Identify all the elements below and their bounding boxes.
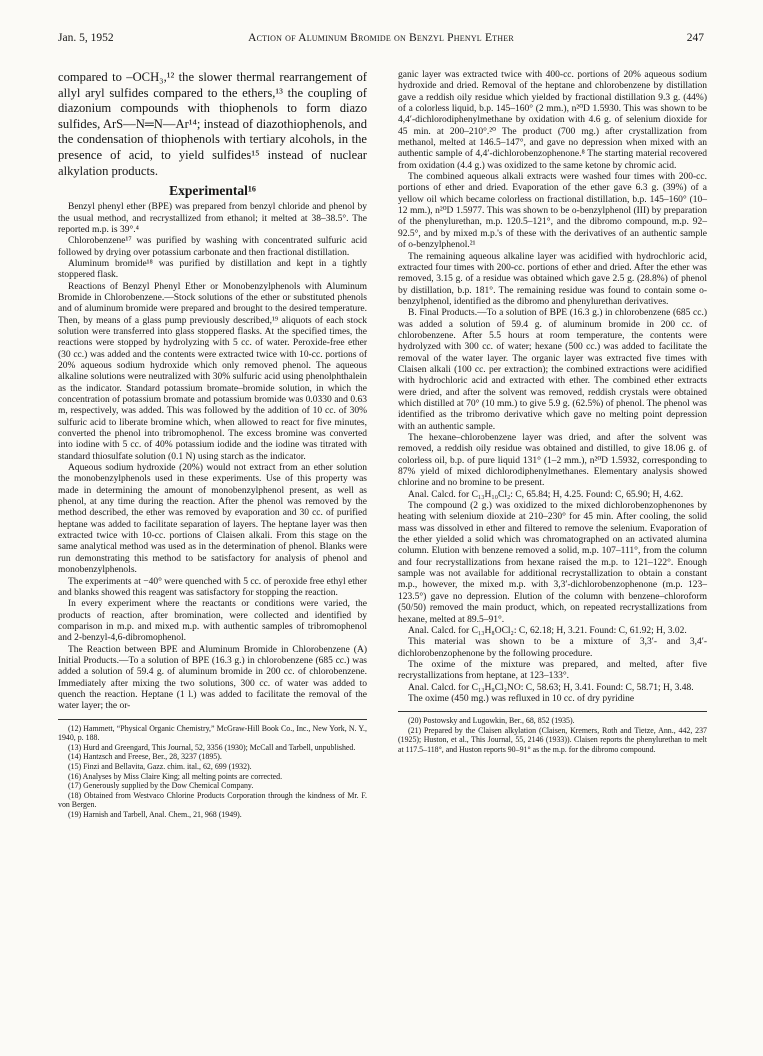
paragraph: Benzyl phenyl ether (BPE) was prepared from benzyl chloride and phenol by the usual method, and recrystallized from ethanol; it melted at 38–38.5°. The reported m.p. is 39°.⁴: [58, 202, 367, 235]
footnote: (19) Harnish and Tarbell, Anal. Chem., 21, 968 (1949).: [68, 809, 242, 819]
footnote: (12) Hammett, “Physical Organic Chemistry,” McGraw-Hill Book Co., Inc., New York, N. Y., 1940, p. 188.: [58, 723, 367, 743]
page-number: 247: [686, 32, 704, 44]
footnote: (15) Finzi and Bellavita, Gazz. chim. ital., 62, 699 (1932).: [68, 762, 252, 771]
running-head: [58, 30, 704, 46]
paragraph: The hexane–chlorobenzene layer was dried, and after the solvent was removed, a reddish oily residue was obtained and distilled, to give 18.06 g. of colorless oil, b.p. of pure liquid 131° (1–2 mm.), n²⁰D 1.5932, corresponding to 87% yield of mixed dichlorodiphenylmethanes. Elementary analysis showed chlorine and no bromine to be present.: [398, 433, 707, 489]
footnote: (16) Analyses by Miss Claire King; all melting points are corrected.: [68, 771, 283, 781]
paragraph: In every experiment where the reactants or conditions were varied, the products of reaction, after bromination, were collected and identified by comparison in m.p. and mixed m.p. with authentic samples of tribromophenol and 2-benzyl-4,6-dibromophenol.: [58, 599, 367, 644]
paragraph: This material was shown to be a mixture of 3,3′- and 3,4′-dichlorobenzophenone by the following procedure.: [398, 637, 707, 659]
paragraph: Aluminum bromide¹⁸ was purified by distillation and kept in a tightly stoppered flask.: [58, 258, 367, 281]
footnote-rule: [58, 719, 367, 720]
footnote: (18) Obtained from Westvaco Chlorine Products Corporation through the kindness of Mr. F. von Bergen.: [58, 790, 367, 810]
right-column: [398, 70, 707, 755]
paragraph: The experiments at −40° were quenched with 5 cc. of peroxide free ethyl ether and blanks showed this reagent was satisfactory for stopping the reaction.: [58, 576, 367, 598]
paragraph: Chlorobenzene¹⁷ was purified by washing with concentrated sulfuric acid followed by drying over potassium carbonate and then fractional distillation.: [58, 236, 367, 258]
footnote-rule: [398, 711, 707, 712]
paragraph: The compound (2 g.) was oxidized to the mixed dichlorobenzophenones by heating with selenium dioxide at 210–230° for 45 min. After cooling, the solid mass was dissolved in ether and filtered to remove the selenium. Evaporation of the ether yielded a solid which was chromatographed on an activated alumina column. Elution with benzene removed a solid, m.p. 107–111°, from the column and four recrystallizations from hexane raised the m.p. to 121–122°. Enough sample was not available for additional recrystallization to obtain a constant m.p., however, the mixed m.p. with 3,3′-dichlorobenzophenone (m.p. 123–123.5°) gave no depression. Elution of the column with benzene–chloroform (50/50) removed the main product, which, on repeated recrystallizations from hexane, melted at 89.5–91°.: [398, 501, 707, 625]
paragraph: The oxime (450 mg.) was refluxed in 10 cc. of dry pyridine: [408, 693, 635, 704]
running-title: Action of Aluminum Bromide on Benzyl Phenyl Ether: [248, 32, 514, 44]
analysis-line: Anal. Calcd. for C₁₃H₁₀Cl₂: C, 65.84; H, 4.25. Found: C, 65.90; H, 4.62.: [408, 489, 684, 500]
paragraph: Aqueous sodium hydroxide (20%) would not extract from an ether solution the monobenzylphenols used in these experiments. Use of this property was made in determining the amount of monobenzylphenol present, as well as phenol, at any time during the reaction. After the phenol was removed by the method described, the ether was removed by evaporation and 30 cc. of purified heptane was added to facilitate separation of layers. The heptane layer was then extracted twice with 10-cc. portions of Claisen alkali. From this stage on the same analytical method was used as in the determination of phenol. Blanks were run demonstrating this method to be satisfactory for analysis of phenol and monobenzylphenols.: [58, 463, 367, 576]
intro-paragraph: compared to –OCH₃,¹² the slower thermal rearrangement of allyl aryl sulfides compared to the ethers,¹³ the coupling of diazonium compounds with thiophenols to form diazo sulfides, ArS—N═N—Ar¹⁴; instead of diazothiophenols, and the condensation of thiophenols with tertiary alcohols, in the presence of acid, to yield sulfides¹⁵ instead of nuclear alkylation products.: [58, 70, 367, 178]
paragraph: The combined aqueous alkali extracts were washed four times with 200-cc. portions of ether and dried. Evaporation of the ether gave 6.3 g. (39%) of a yellow oil which became colorless on fractional distillation, b.p. 145–160° (10–12 mm.), n²⁰D 1.5977. This was shown to be o-benzylphenol (III) by preparation of the phenylurethan, m.p. 120.5–121°, and the dibromo compound, m.p. 92–92.5°, and by mixed m.p.'s of these with the derivatives of an authentic sample of o-benzylphenol.²¹: [398, 172, 707, 251]
issue-date: Jan. 5, 1952: [58, 32, 114, 44]
footnote: (21) Prepared by the Claisen alkylation (Claisen, Kremers, Roth and Tietze, Ann., 442, 237 (1925); Huston, et al., This Journal, 55, 2146 (1933)). Claisen reports the phenylurethan to melt at 117.5–118°, and Huston reports 90–91° as the m.p. for the dibromo compound.: [398, 725, 707, 755]
paragraph: The oxime of the mixture was prepared, and melted, after five recrystallizations from heptane, at 123–133°.: [398, 659, 707, 682]
section-heading-experimental: Experimental¹⁶: [169, 183, 256, 199]
footnote: (20) Postowsky and Lugowkin, Ber., 68, 852 (1935).: [408, 716, 575, 726]
analysis-line: Anal. Calcd. for C₁₃H₉Cl₂NO: C, 58.63; H, 3.41. Found: C, 58.71; H, 3.48.: [408, 682, 694, 693]
paragraph: The Reaction between BPE and Aluminum Bromide in Chlorobenzene (A) Initial Products.—To a solution of BPE (16.3 g.) in chlorobenzene (685 cc.) was added a solution of 59.4 g. of aluminum bromide in 200 cc. of chlorobenzene. Immediately after mixing the two solutions, 300 cc. of water was added to quench the reaction. Heptane (1 l.) was added to facilitate the removal of the water layer; the or-: [58, 644, 367, 712]
footnote: (17) Generously supplied by the Dow Chemical Company.: [68, 781, 254, 791]
left-column: [58, 70, 367, 820]
paragraph: Reactions of Benzyl Phenyl Ether or Monobenzylphenols with Aluminum Bromide in Chlorobenzene.—Stock solutions of the ether or substituted phenols and of aluminum bromide were prepared and brought to the desired temperature. Then, by means of a glass pump previously described,¹⁹ aliquots of each stock solution were transferred into glass stoppered flasks. At the specified times, the reactions were stopped by hydrolyzing with 5 cc. of water. Peroxide-free ether (30 cc.) was added and the contents were extracted twice with 10-cc. portions of 20% aqueous sodium hydroxide which only removed phenol. The aqueous alkaline solutions were neutralized with 30% sulfuric acid using phenolphthalein as the indicator. Standard potassium bromate–bromide solution, in which the concentration of potassium bromate and potassium bromide was 0.0330 and 0.63 m, respectively, was added. This was followed by the addition of 10 cc. of 30% sulfuric acid to liberate bromine which, when allowed to react for five minutes, converted the phenol into tribromophenol. The excess bromine was converted into iodine with 5 cc. of 40% potassium iodide and the iodine was titrated with standard thiosulfate solution (0.1 N) using starch as the indicator.: [58, 281, 367, 462]
paragraph: The remaining aqueous alkaline layer was acidified with hydrochloric acid, extracted four times with 200-cc. portions of ether and dried. After the ether was removed, 3.15 g. of a residue was obtained which gave 2.5 g. (28.8%) of phenol by distillation, b.p. 181°. The remaining residue was found to contain some o-benzylphenol, identified as the dibromo and phenylurethan derivatives.: [398, 251, 707, 307]
paragraph: ganic layer was extracted twice with 400-cc. portions of 20% aqueous sodium hydroxide and dried. Removal of the heptane and chlorobenzene by distillation gave a reddish oily residue which yielded by fractional distillation 9.3 g. (44%) of a colorless liquid, b.p. 145–160° (2 mm.), n²⁰D 1.5930. This was shown to be 4,4′-dichlorodiphenylmethane by oxidation with 4.6 g. of selenium dioxide for 45 min. at 200–210°.²⁰ The product (700 mg.) after crystallization from methanol, melted at 146.5–147°, and gave no depression when mixed with an authentic sample of 4,4′-dichlorobenzophenone.⁸ The starting material recovered from oxidation (4.4 g.) was oxidized to the same ketone by chromic acid.: [398, 70, 707, 171]
footnote: (14) Hantzsch and Freese, Ber., 28, 3237 (1895).: [68, 752, 222, 762]
footnote: (13) Hurd and Greengard, This Journal, 52, 3356 (1930); McCall and Tarbell, unpublished.: [68, 742, 356, 752]
analysis-line: Anal. Calcd. for C₁₃H₈OCl₂: C, 62.18; H, 3.21. Found: C, 61.92; H, 3.02.: [408, 625, 687, 636]
paragraph: B. Final Products.—To a solution of BPE (16.3 g.) in chlorobenzene (685 cc.) was added a solution of 59.4 g. of aluminum bromide in 200 cc. of chlorobenzene. After 5.5 hours at room temperature, the contents were hydrolyzed with 300 cc. of water; hexane (500 cc.) was added to facilitate the removal of the water layer. The organic layer was extracted five times with Claisen alkali (100 cc. per extraction); the combined extractions were acidified with hydrochloric acid and extracted with ether. The combined ether extracts were dried, and after the solvent was removed, reddish crystals were obtained which distilled at 70° (10 mm.) to give 5.9 g. (62.5%) of phenol. The phenol was identified as the tribromo derivative which gave no melting point depression with an authentic sample.: [398, 308, 707, 432]
